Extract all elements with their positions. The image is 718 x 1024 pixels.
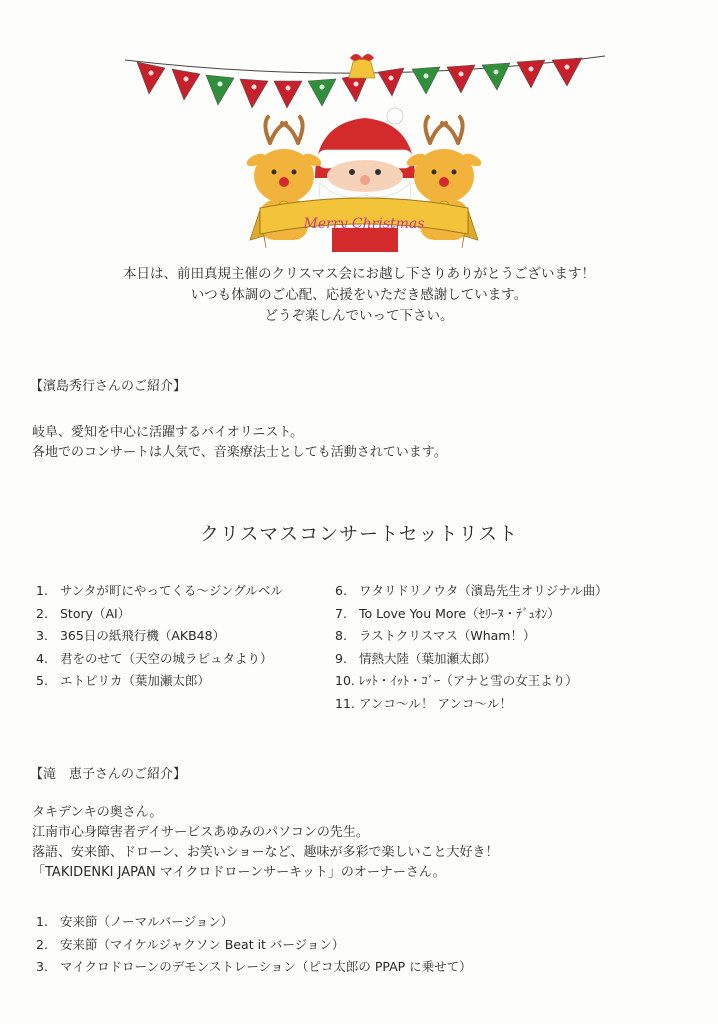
list-item <box>335 603 608 626</box>
list-item <box>335 580 608 603</box>
item-number: 4. <box>36 650 48 666</box>
greeting-message <box>0 264 718 327</box>
list-item <box>335 693 608 716</box>
list-item <box>36 934 472 957</box>
list-item <box>335 670 608 693</box>
list-item <box>36 603 283 626</box>
item-number: 3. <box>36 959 48 975</box>
intro-line: タキデンキの奥さん。 <box>32 805 163 820</box>
item-number: 6. <box>335 583 347 598</box>
greeting-line: 本日は、前田真規主催のクリスマス会にお越し下さりありがとうございます！ <box>123 266 595 282</box>
song-title: ワタリドリノウタ（濱島先生オリジナル曲） <box>358 583 608 598</box>
intro-line: 岐阜、愛知を中心に活躍するバイオリニスト。 <box>32 425 304 440</box>
setlist-column-right <box>335 580 608 716</box>
program-title: 安来節（ノーマルバージョン） <box>59 914 234 929</box>
hamashima-intro <box>32 423 447 463</box>
program-title: マイクロドローンのデモンストレーション（ピコ太郎の PPAP に乗せて） <box>59 959 472 975</box>
greeting-line: どうぞ楽しんでいって下さい。 <box>264 308 454 324</box>
song-title: エトピリカ（葉加瀬太郎） <box>59 673 210 689</box>
song-title: アンコ～ル！ アンコ～ル！ <box>358 695 512 711</box>
song-title: 君をのせて（天空の城ラピュタより） <box>59 650 273 666</box>
item-number: 10. <box>335 673 355 689</box>
list-item <box>36 580 283 603</box>
song-title: 情熱大陸（葉加瀬太郎） <box>358 650 497 666</box>
song-title: ﾚｯﾄ・ｲｯﾄ・ｺﾞｰ（アナと雪の女王より） <box>358 673 578 689</box>
hamashima-heading: 【濱島秀行さんのご紹介】 <box>30 379 187 394</box>
intro-line: 江南市心身障害者デイサービスあゆみのパソコンの先生。 <box>32 825 369 840</box>
intro-line: 落語、安来節、ドローン、お笑いショーなど、趣味が多彩で楽しいこと大好き！ <box>32 845 499 860</box>
item-number: 9. <box>335 650 347 666</box>
list-item <box>335 625 608 648</box>
taki-intro <box>32 803 498 883</box>
item-number: 5. <box>36 673 48 689</box>
setlist-title: クリスマスコンサートセットリスト <box>199 523 519 545</box>
item-number: 11. <box>335 695 355 711</box>
intro-line: 各地でのコンサートは人気で、音楽療法士としても活動されています。 <box>32 445 447 460</box>
song-title: Story（AI） <box>59 605 131 621</box>
song-title: ラストクリスマス（Wham！） <box>358 628 536 644</box>
song-title: To Love You More（ｾﾘｰﾇ・ﾃﾞｭｵﾝ） <box>358 605 560 621</box>
taki-heading: 【滝 恵子さんのご紹介】 <box>30 767 187 782</box>
list-item <box>36 670 283 693</box>
item-number: 7. <box>335 605 347 621</box>
item-number: 2. <box>36 605 48 621</box>
intro-line: 「TAKIDENKI JAPAN マイクロドローンサーキット」のオーナーさん。 <box>32 865 446 880</box>
item-number: 3. <box>36 628 48 644</box>
taki-program-list <box>36 911 472 979</box>
banner-text: Merry Christmas <box>303 216 425 232</box>
song-title: サンタが町にやってくる～ジングルベル <box>59 583 283 598</box>
list-item <box>36 956 472 979</box>
setlist-column-left <box>36 580 283 693</box>
program-title: 安来節（マイケルジャクソン Beat it バージョン） <box>59 936 345 952</box>
list-item <box>36 625 283 648</box>
greeting-line: いつも体調のご心配、応援をいただき感謝しています。 <box>190 287 528 303</box>
list-item <box>335 648 608 671</box>
item-number: 2. <box>36 936 48 952</box>
list-item <box>36 648 283 671</box>
item-number: 8. <box>335 628 347 644</box>
bell-icon <box>349 54 375 78</box>
item-number: 1. <box>36 583 48 598</box>
item-number: 1. <box>36 914 48 929</box>
song-title: 365日の紙飛行機（AKB48） <box>59 628 226 644</box>
christmas-illustration <box>120 48 610 263</box>
list-item <box>36 911 472 934</box>
